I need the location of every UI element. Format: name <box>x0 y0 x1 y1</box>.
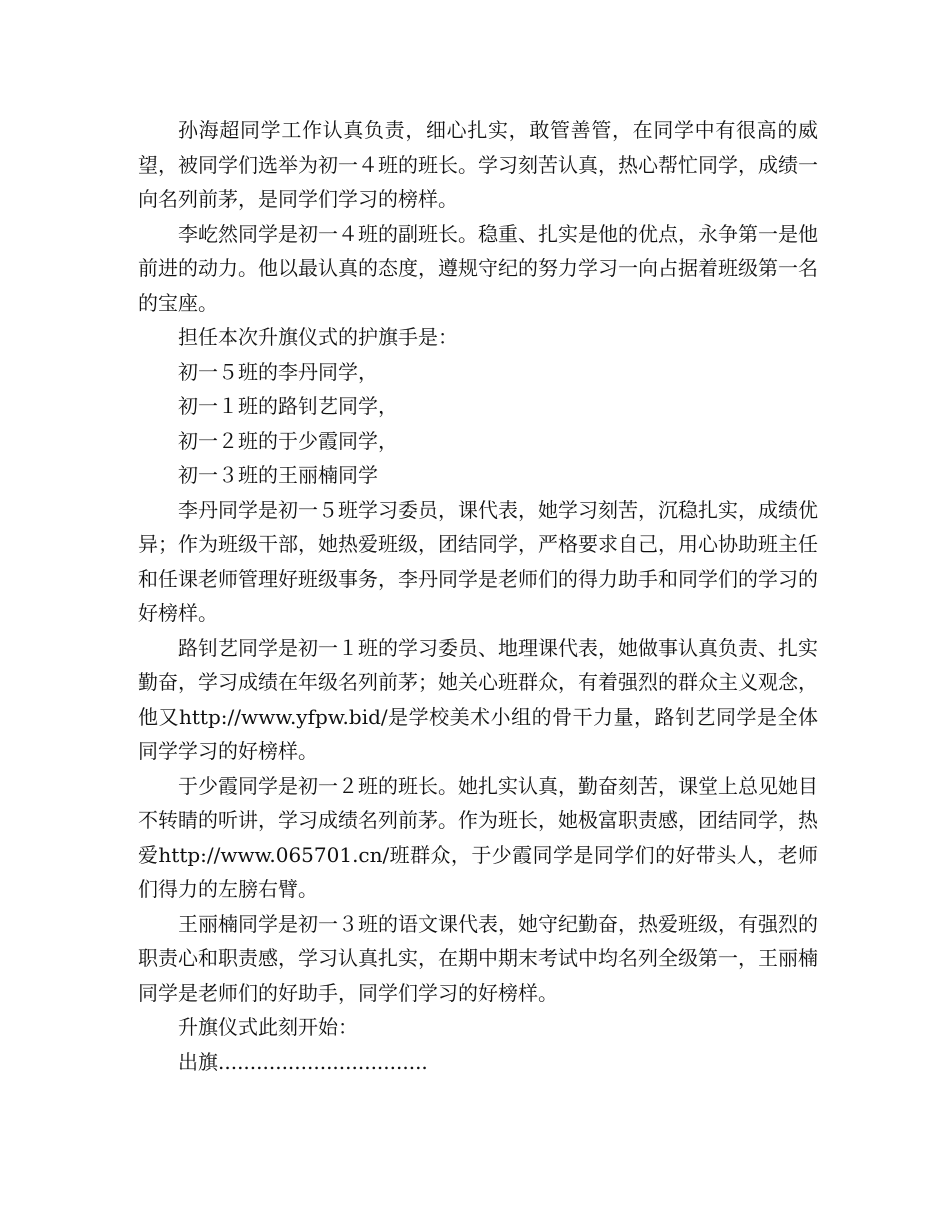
paragraph-wang-linan: 王丽楠同学是初一３班的语文课代表，她守纪勤奋，热爱班级，有强烈的职责心和职责感，学习认真扎实，在期中期末考试中均名列全级第一，王丽楠同学是老师们的好助手，同学们学习的好榜样。 <box>138 911 818 1005</box>
paragraph-li-dan: 李丹同学是初一５班学习委员，课代表，她学习刻苦，沉稳扎实，成绩优异；作为班级干部，她热爱班级，团结同学，严格要求自己，用心协助班主任和任课老师管理好班级事务，李丹同学是老师们的得力助手和同学们的学习的好榜样。 <box>138 497 818 625</box>
paragraph-flag-guards-intro: 担任本次升旗仪式的护旗手是： <box>178 325 458 349</box>
paragraph-guard-class5: 初一５班的李丹同学， <box>178 359 378 384</box>
paragraph-flag-out: 出旗................................. <box>178 1049 428 1074</box>
document-body <box>138 113 818 1079</box>
paragraph-vice-monitor-li: 李屹然同学是初一４班的副班长。稳重、扎实是他的优点，永争第一是他前进的动力。他以最认真的态度，遵规守纪的努力学习一向占据着班级第一名的宝座。 <box>138 221 818 315</box>
paragraph-guard-class2: 初一２班的于少霞同学， <box>178 428 398 453</box>
paragraph-monitor-sun: 孙海超同学工作认真负责，细心扎实，敢管善管，在同学中有很高的威望，被同学们选举为初一４班的班长。学习刻苦认真，热心帮忙同学，成绩一向名列前茅，是同学们学习的榜样。 <box>138 118 818 211</box>
paragraph-lu-zhaoyi: 路钊艺同学是初一１班的学习委员、地理课代表，她做事认真负责、扎实勤奋，学习成绩在年级名列前茅；她关心班群众，有着强烈的群众主义观念，他又http://www.yfpw.bid/是学校美术小组的骨干力量，路钊艺同学是全体同学学习的好榜样。 <box>138 635 818 763</box>
paragraph-guard-class1: 初一１班的路钊艺同学， <box>178 394 398 418</box>
paragraph-guard-class3: 初一３班的王丽楠同学 <box>178 463 378 487</box>
paragraph-ceremony-start: 升旗仪式此刻开始： <box>178 1015 358 1039</box>
paragraph-yu-shaoxia: 于少霞同学是初一２班的班长。她扎实认真，勤奋刻苦，课堂上总见她目不转睛的听讲，学习成绩名列前茅。作为班长，她极富职责感，团结同学，热爱http://www.065701.cn/班群众，于少霞同学是同学们的好带头人，老师们得力的左膀右臂。 <box>138 773 818 901</box>
